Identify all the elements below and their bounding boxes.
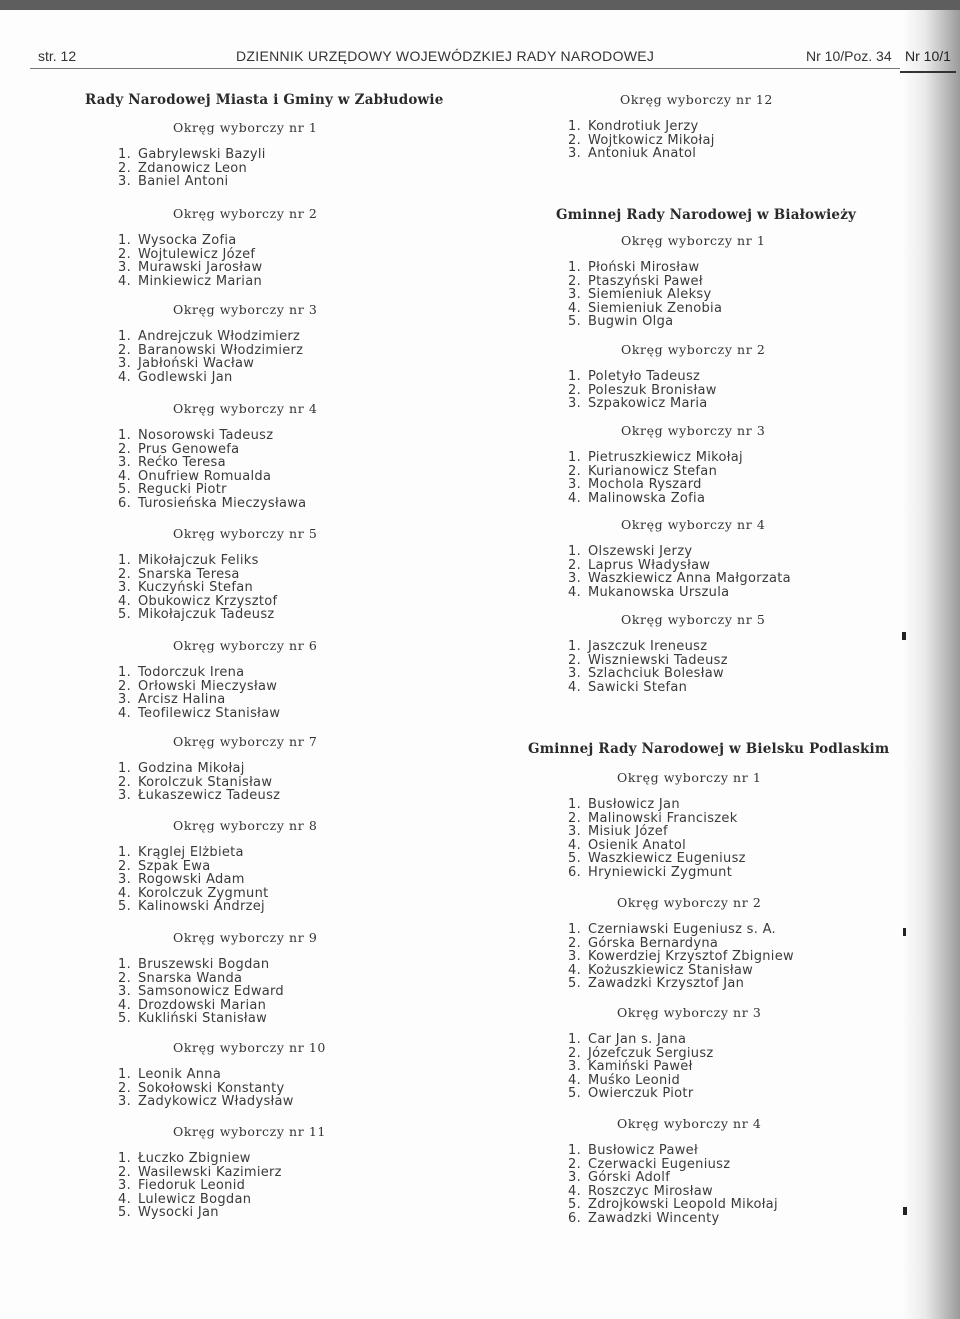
zabludow-district-heading: Okręg wyborczy nr 7 xyxy=(173,734,318,749)
candidate-number: 3. xyxy=(568,949,582,965)
bielsk-district-heading: Okręg wyborczy nr 2 xyxy=(617,895,762,910)
candidate-list-item xyxy=(568,680,687,695)
candidate-number: 4. xyxy=(118,705,132,721)
candidate-name: Waszkiewicz Eugeniusz xyxy=(588,851,746,867)
scan-mark xyxy=(902,632,906,640)
candidate-name: Szlachciuk Bolesław xyxy=(588,666,724,682)
candidate-number: 3. xyxy=(568,287,582,303)
candidate-number: 1. xyxy=(118,761,132,776)
candidate-number: 5. xyxy=(118,607,132,623)
candidate-list-item xyxy=(568,976,744,991)
candidate-name: Kożuszkiewicz Stanisław xyxy=(588,962,754,978)
candidate-number: 3. xyxy=(118,260,132,276)
candidate-number: 3. xyxy=(118,1178,132,1194)
candidate-number: 1. xyxy=(118,553,132,568)
zabludow-district-heading: Okręg wyborczy nr 1 xyxy=(173,120,318,135)
candidate-number: 2. xyxy=(568,935,582,951)
candidate-name: Zawadzki Krzysztof Jan xyxy=(588,976,745,992)
candidate-name: Laprus Władysław xyxy=(588,557,711,573)
candidate-number: 4. xyxy=(568,679,582,695)
candidate-number: 1. xyxy=(568,639,582,654)
candidate-name: Wysocka Zofia xyxy=(138,233,237,248)
bielsk-district-heading: Okręg wyborczy nr 1 xyxy=(617,770,762,785)
bialowieza-district-heading: Okręg wyborczy nr 3 xyxy=(621,423,766,438)
candidate-list-item xyxy=(118,274,262,289)
candidate-number: 2. xyxy=(568,132,582,148)
next-page-issue-number: Nr 10/1 xyxy=(905,48,951,64)
candidate-name: Górska Bernardyna xyxy=(588,935,719,951)
candidate-name: Baniel Antoni xyxy=(138,174,229,190)
candidate-number: 4. xyxy=(118,885,132,901)
candidate-name: Baranowski Włodzimierz xyxy=(138,342,304,358)
candidate-name: Busłowicz Jan xyxy=(588,797,680,812)
zabludow-district-heading: Okręg wyborczy nr 3 xyxy=(173,302,318,317)
candidate-list-item xyxy=(118,607,275,622)
candidate-name: Sawicki Stefan xyxy=(588,679,688,695)
candidate-number: 1. xyxy=(118,428,132,443)
candidate-name: Gabrylewski Bazyli xyxy=(138,147,266,162)
candidate-name: Kukliński Stanisław xyxy=(138,1011,268,1027)
candidate-number: 1. xyxy=(118,957,132,972)
candidate-number: 3. xyxy=(568,824,582,840)
candidate-list-item xyxy=(568,491,705,506)
candidate-name: Regucki Piotr xyxy=(138,482,227,498)
candidate-name: Murawski Jarosław xyxy=(138,260,263,276)
candidate-number: 2. xyxy=(118,441,132,457)
candidate-name: Ptaszyński Paweł xyxy=(588,273,703,289)
candidate-number: 5. xyxy=(568,851,582,867)
bielsk-district-heading: Okręg wyborczy nr 4 xyxy=(617,1116,762,1131)
candidate-number: 4. xyxy=(568,1183,582,1199)
candidate-name: Czerwacki Eugeniusz xyxy=(588,1156,731,1172)
candidate-number: 5. xyxy=(568,976,582,992)
candidate-name: Józefczuk Sergiusz xyxy=(588,1045,714,1061)
candidate-name: Rećko Teresa xyxy=(138,455,226,471)
candidate-name: Malinowska Zofia xyxy=(588,490,706,506)
candidate-number: 1. xyxy=(568,544,582,559)
candidate-name: Wasilewski Kazimierz xyxy=(138,1164,282,1180)
candidate-name: Bruszewski Bogdan xyxy=(138,957,270,972)
zabludow-district-heading: Okręg wyborczy nr 11 xyxy=(173,1124,326,1139)
candidate-name: Snarska Wanda xyxy=(138,970,243,986)
candidate-name: Pietruszkiewicz Mikołaj xyxy=(588,450,743,465)
candidate-name: Poletyło Tadeusz xyxy=(588,369,701,384)
candidate-number: 2. xyxy=(118,970,132,986)
journal-title: DZIENNIK URZĘDOWY WOJEWÓDZKIEJ RADY NARODOWEJ xyxy=(236,48,655,64)
bialowieza-district-heading: Okręg wyborczy nr 2 xyxy=(621,342,766,357)
candidate-name: Leonik Anna xyxy=(138,1067,222,1082)
candidate-name: Waszkiewicz Anna Małgorzata xyxy=(588,571,791,587)
candidate-name: Szpak Ewa xyxy=(138,858,211,874)
candidate-name: Mikołajczuk Feliks xyxy=(138,553,259,568)
candidate-number: 2. xyxy=(568,1156,582,1172)
candidate-list-item xyxy=(118,496,306,511)
council-title-bialowieza: Gminnej Rady Narodowej w Białowieży xyxy=(556,207,857,223)
candidate-name: Prus Genowefa xyxy=(138,441,240,457)
candidate-name: Obukowicz Krzysztof xyxy=(138,593,278,609)
candidate-number: 3. xyxy=(568,396,582,412)
candidate-number: 5. xyxy=(568,314,582,330)
candidate-name: Bugwin Olga xyxy=(588,314,674,330)
council-title-zabludow: Rady Narodowej Miasta i Gminy w Zabłudowie xyxy=(85,92,444,108)
candidate-name: Malinowski Franciszek xyxy=(588,810,738,826)
candidate-number: 4. xyxy=(118,997,132,1013)
candidate-number: 1. xyxy=(118,329,132,344)
candidate-name: Turosieńska Mieczysława xyxy=(138,496,307,511)
candidate-name: Siemieniuk Aleksy xyxy=(588,287,712,303)
candidate-number: 3. xyxy=(568,571,582,587)
candidate-number: 4. xyxy=(118,468,132,484)
bialowieza-district-heading: Okręg wyborczy nr 5 xyxy=(621,612,766,627)
candidate-name: Kurianowicz Stefan xyxy=(588,463,718,479)
candidate-name: Todorczuk Irena xyxy=(138,665,245,680)
candidate-name: Samsonowicz Edward xyxy=(138,984,284,1000)
candidate-name: Roszczyc Mirosław xyxy=(588,1183,713,1199)
candidate-number: 2. xyxy=(118,160,132,176)
candidate-number: 3. xyxy=(118,174,132,190)
candidate-number: 1. xyxy=(568,922,582,937)
candidate-number: 1. xyxy=(118,845,132,860)
candidate-name: Wysocki Jan xyxy=(138,1205,219,1221)
candidate-number: 4. xyxy=(568,300,582,316)
candidate-number: 2. xyxy=(568,652,582,668)
candidate-number: 1. xyxy=(568,797,582,812)
candidate-number: 2. xyxy=(568,463,582,479)
candidate-name: Godzina Mikołaj xyxy=(138,761,245,776)
bialowieza-district-heading: Okręg wyborczy nr 4 xyxy=(621,517,766,532)
candidate-number: 4. xyxy=(568,584,582,600)
candidate-number: 5. xyxy=(118,1011,132,1027)
bielsk-district-heading: Okręg wyborczy nr 3 xyxy=(617,1005,762,1020)
candidate-number: 1. xyxy=(118,665,132,680)
candidate-name: Kowerdziej Krzysztof Zbigniew xyxy=(588,949,794,965)
candidate-name: Fiedoruk Leonid xyxy=(138,1178,246,1194)
candidate-number: 2. xyxy=(118,858,132,874)
candidate-number: 6. xyxy=(568,1211,582,1226)
candidate-number: 4. xyxy=(568,1072,582,1088)
candidate-name: Teofilewicz Stanisław xyxy=(138,705,281,721)
candidate-name: Zdanowicz Leon xyxy=(138,160,248,176)
candidate-number: 2. xyxy=(118,566,132,582)
zabludow-district-heading: Okręg wyborczy nr 12 xyxy=(620,92,773,107)
candidate-number: 1. xyxy=(118,1151,132,1166)
candidate-name: Kalinowski Andrzej xyxy=(138,899,265,915)
candidate-list-item xyxy=(118,370,233,385)
candidate-name: Busłowicz Paweł xyxy=(588,1143,698,1158)
candidate-name: Wojtulewicz Józef xyxy=(138,246,256,262)
candidate-name: Antoniuk Anatol xyxy=(588,146,697,162)
header-rule xyxy=(30,68,900,69)
candidate-name: Car Jan s. Jana xyxy=(588,1032,687,1047)
candidate-number: 3. xyxy=(568,146,582,162)
candidate-name: Onufriew Romualda xyxy=(138,468,272,484)
candidate-list-item xyxy=(118,1094,294,1109)
candidate-number: 1. xyxy=(568,1143,582,1158)
candidate-number: 1. xyxy=(568,260,582,275)
candidate-name: Łuczko Zbigniew xyxy=(138,1151,251,1166)
candidate-name: Olszewski Jerzy xyxy=(588,544,693,559)
candidate-number: 1. xyxy=(568,1032,582,1047)
candidate-list-item xyxy=(568,146,696,161)
candidate-number: 3. xyxy=(118,872,132,888)
candidate-number: 1. xyxy=(118,1067,132,1082)
candidate-name: Mochola Ryszard xyxy=(588,477,702,493)
candidate-name: Owierczuk Piotr xyxy=(588,1086,694,1102)
candidate-number: 3. xyxy=(568,666,582,682)
candidate-name: Arcisz Halina xyxy=(138,692,226,708)
candidate-list-item xyxy=(118,1011,267,1026)
candidate-number: 4. xyxy=(568,962,582,978)
candidate-name: Korolczuk Zygmunt xyxy=(138,885,269,901)
candidate-name: Krąglej Elżbieta xyxy=(138,845,244,860)
candidate-number: 2. xyxy=(568,382,582,398)
candidate-list-item xyxy=(568,314,673,329)
candidate-number: 6. xyxy=(568,865,582,880)
zabludow-district-heading: Okręg wyborczy nr 10 xyxy=(173,1040,326,1055)
candidate-number: 2. xyxy=(118,1080,132,1096)
candidate-name: Płoński Mirosław xyxy=(588,260,700,275)
scan-mark xyxy=(903,1207,907,1215)
candidate-number: 3. xyxy=(118,1094,132,1110)
candidate-number: 2. xyxy=(568,810,582,826)
candidate-number: 4. xyxy=(118,369,132,385)
candidate-list-item xyxy=(568,1211,720,1226)
candidate-number: 2. xyxy=(118,342,132,358)
candidate-list-item xyxy=(118,706,280,721)
candidate-name: Górski Adolf xyxy=(588,1170,671,1186)
candidate-number: 3. xyxy=(568,1170,582,1186)
zabludow-district-heading: Okręg wyborczy nr 8 xyxy=(173,818,318,833)
candidate-name: Zawadzki Wincenty xyxy=(588,1211,720,1226)
issue-number: Nr 10/Poz. 34 xyxy=(806,48,892,64)
candidate-name: Kuczyński Stefan xyxy=(138,580,253,596)
scan-mark xyxy=(903,928,906,936)
candidate-name: Szpakowicz Maria xyxy=(588,396,708,412)
candidate-name: Minkiewicz Marian xyxy=(138,273,262,289)
candidate-number: 3. xyxy=(118,984,132,1000)
candidate-number: 3. xyxy=(118,356,132,372)
candidate-name: Wojtkowicz Mikołaj xyxy=(588,132,715,148)
candidate-list-item xyxy=(118,788,280,803)
candidate-name: Snarska Teresa xyxy=(138,566,240,582)
candidate-name: Wiszniewski Tadeusz xyxy=(588,652,728,668)
candidate-number: 1. xyxy=(568,369,582,384)
candidate-name: Jaszczuk Ireneusz xyxy=(588,639,708,654)
candidate-number: 5. xyxy=(118,899,132,915)
candidate-name: Czerniawski Eugeniusz s. A. xyxy=(588,922,776,937)
candidate-name: Mukanowska Urszula xyxy=(588,584,730,600)
council-title-bielsk: Gminnej Rady Narodowej w Bielsku Podlaskim xyxy=(528,741,890,757)
candidate-number: 4. xyxy=(118,593,132,609)
candidate-name: Hryniewicki Zygmunt xyxy=(588,865,733,880)
header-rule-edge xyxy=(900,71,956,73)
candidate-number: 5. xyxy=(568,1197,582,1213)
candidate-number: 6. xyxy=(118,496,132,511)
zabludow-district-heading: Okręg wyborczy nr 2 xyxy=(173,206,318,221)
candidate-name: Osienik Anatol xyxy=(588,837,687,853)
candidate-name: Andrejczuk Włodzimierz xyxy=(138,329,301,344)
candidate-name: Poleszuk Bronisław xyxy=(588,382,717,398)
candidate-number: 3. xyxy=(118,692,132,708)
candidate-name: Muśko Leonid xyxy=(588,1072,681,1088)
candidate-name: Nosorowski Tadeusz xyxy=(138,428,274,443)
scan-right-edge xyxy=(902,10,960,1319)
candidate-name: Misiuk Józef xyxy=(588,824,668,840)
page-header xyxy=(0,48,960,70)
candidate-list-item xyxy=(568,396,708,411)
zabludow-district-heading: Okręg wyborczy nr 4 xyxy=(173,401,318,416)
candidate-number: 2. xyxy=(118,246,132,262)
candidate-list-item xyxy=(118,899,265,914)
candidate-name: Drozdowski Marian xyxy=(138,997,267,1013)
candidate-name: Zadykowicz Władysław xyxy=(138,1094,294,1110)
candidate-number: 3. xyxy=(118,788,132,804)
candidate-number: 2. xyxy=(118,678,132,694)
candidate-name: Łukaszewicz Tadeusz xyxy=(138,788,281,804)
candidate-number: 1. xyxy=(568,450,582,465)
candidate-number: 4. xyxy=(568,837,582,853)
candidate-name: Orłowski Mieczysław xyxy=(138,678,278,694)
scan-top-border xyxy=(0,0,960,10)
candidate-number: 2. xyxy=(118,1164,132,1180)
candidate-list-item xyxy=(568,1086,693,1101)
candidate-list-item xyxy=(568,585,729,600)
candidate-name: Godlewski Jan xyxy=(138,369,233,385)
candidate-name: Zdrojkowski Leopold Mikołaj xyxy=(588,1197,778,1213)
candidate-number: 1. xyxy=(118,147,132,162)
candidate-list-item xyxy=(118,1205,219,1220)
page-number: str. 12 xyxy=(38,48,77,64)
candidate-list-item xyxy=(568,865,732,880)
candidate-number: 4. xyxy=(118,273,132,289)
candidate-name: Rogowski Adam xyxy=(138,872,245,888)
candidate-number: 1. xyxy=(118,233,132,248)
candidate-name: Sokołowski Konstanty xyxy=(138,1080,285,1096)
candidate-name: Kamiński Paweł xyxy=(588,1059,693,1075)
zabludow-district-heading: Okręg wyborczy nr 5 xyxy=(173,526,318,541)
candidate-number: 2. xyxy=(568,1045,582,1061)
candidate-name: Kondrotiuk Jerzy xyxy=(588,119,699,134)
candidate-number: 3. xyxy=(568,1059,582,1075)
candidate-number: 2. xyxy=(568,557,582,573)
candidate-number: 4. xyxy=(118,1191,132,1207)
candidate-number: 5. xyxy=(118,1205,132,1221)
candidate-number: 3. xyxy=(118,455,132,471)
candidate-name: Mikołajczuk Tadeusz xyxy=(138,607,275,623)
candidate-number: 2. xyxy=(118,774,132,790)
zabludow-district-heading: Okręg wyborczy nr 9 xyxy=(173,930,318,945)
candidate-name: Siemieniuk Zenobia xyxy=(588,300,723,316)
candidate-number: 2. xyxy=(568,273,582,289)
candidate-name: Jabłoński Wacław xyxy=(138,356,255,372)
candidate-number: 5. xyxy=(118,482,132,498)
candidate-number: 4. xyxy=(568,490,582,506)
candidate-number: 3. xyxy=(568,477,582,493)
candidate-number: 5. xyxy=(568,1086,582,1102)
zabludow-district-heading: Okręg wyborczy nr 6 xyxy=(173,638,318,653)
candidate-number: 1. xyxy=(568,119,582,134)
candidate-list-item xyxy=(118,174,228,189)
candidate-name: Korolczuk Stanisław xyxy=(138,774,273,790)
candidate-name: Lulewicz Bogdan xyxy=(138,1191,252,1207)
candidate-number: 3. xyxy=(118,580,132,596)
bialowieza-district-heading: Okręg wyborczy nr 1 xyxy=(621,233,766,248)
